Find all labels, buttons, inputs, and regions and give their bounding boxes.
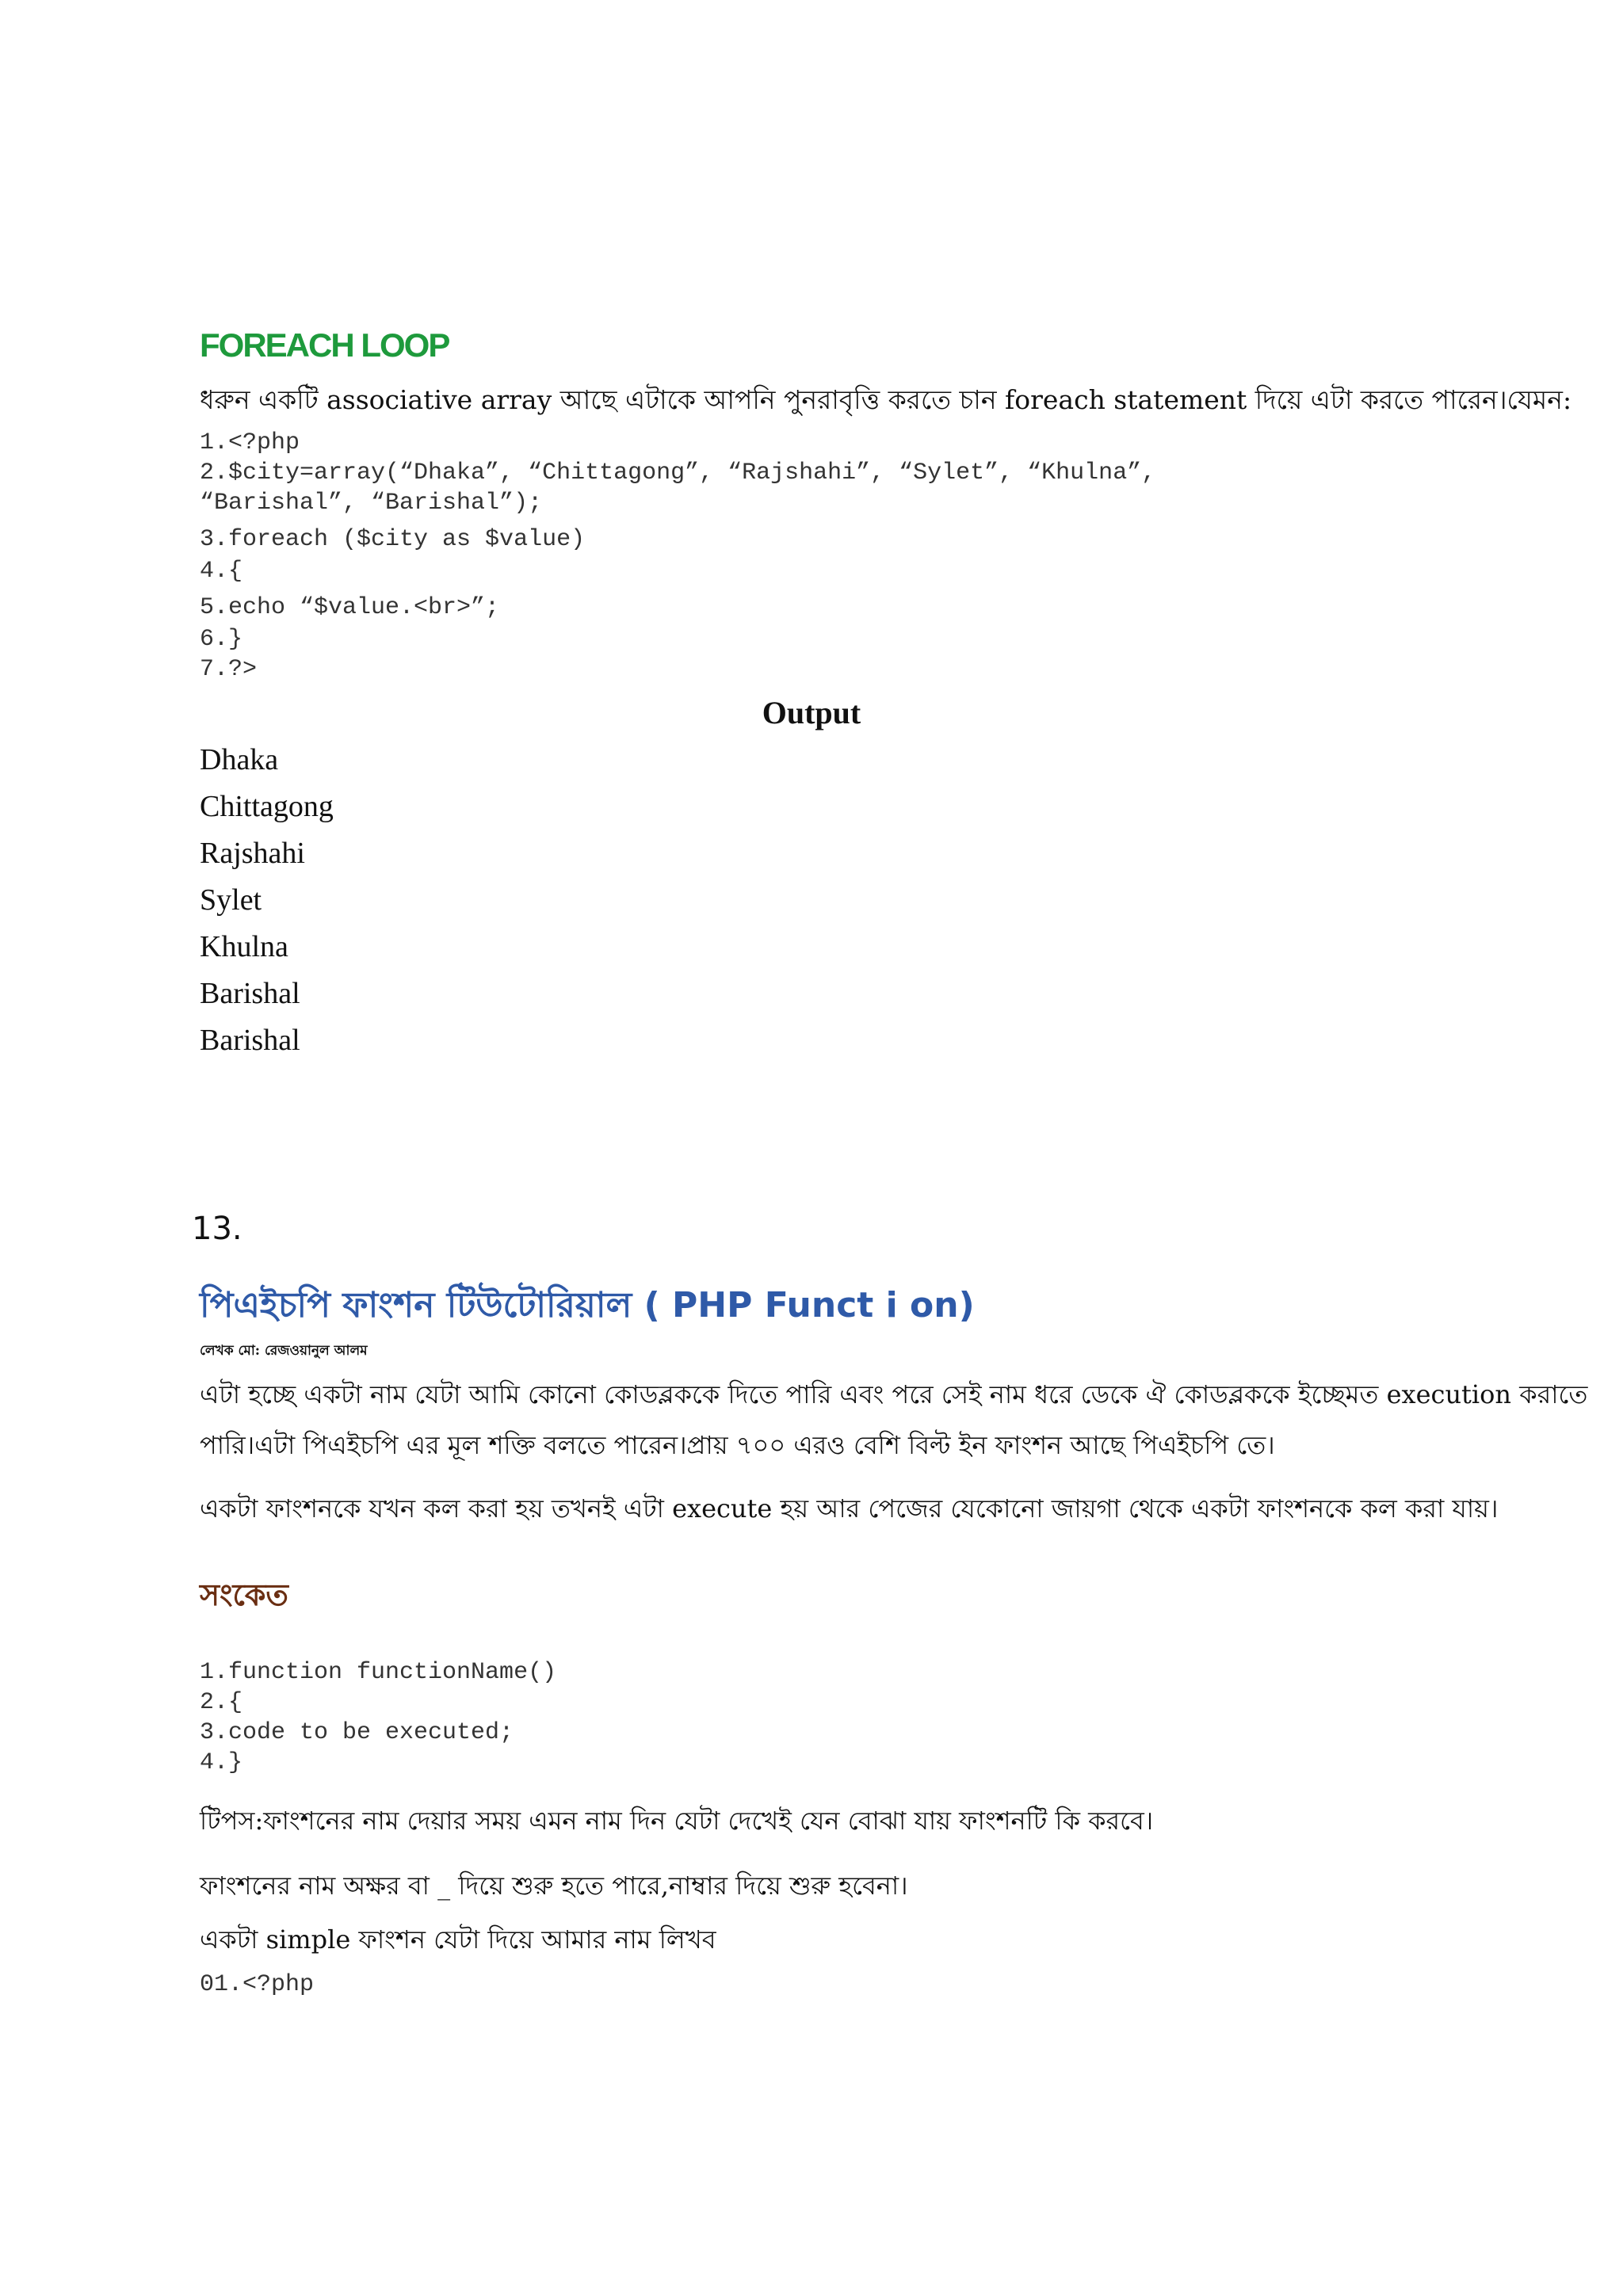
- output-title: Output: [762, 695, 861, 730]
- output-item: Sylet: [200, 883, 262, 917]
- code-line: 5.echo “$value.<br>”;: [200, 594, 500, 621]
- foreach-loop-heading: FOREACH LOOP: [200, 326, 449, 364]
- code-line: 1.<?php: [200, 429, 300, 456]
- syntax-heading: সংকেত: [200, 1577, 288, 1612]
- function-call-description: একটা ফাংশনকে যখন কল করা হয় তখনই এটা execute হয় আর পেজের যেকোনো জায়গা থেকে একটা ফাংশনকে কল করা যায়।: [200, 1493, 1499, 1524]
- code-line: “Barishal”, “Barishal”);: [200, 490, 543, 517]
- code-line: 4.{: [200, 558, 243, 585]
- output-item: Barishal: [200, 977, 300, 1010]
- code-line: 7.?>: [200, 656, 258, 683]
- code-line: 4.}: [200, 1749, 243, 1776]
- code-line: 2.{: [200, 1689, 243, 1716]
- example-code-line: 01.<?php: [200, 1971, 315, 1998]
- code-line: 1.function functionName(): [200, 1659, 557, 1686]
- code-line: 3.foreach ($city as $value): [200, 526, 586, 553]
- foreach-intro-text: ধরুন একটি associative array আছে এটাকে আপনি পুনরাবৃত্তি করতে চান foreach statement দিয়ে এটা করতে পারেন।যেমন:: [200, 384, 1572, 415]
- example-intro-text: একটা simple ফাংশন যেটা দিয়ে আমার নাম লিখব: [200, 1924, 716, 1955]
- author-line: লেখক মো: রেজওয়ানুল আলম: [200, 1343, 368, 1359]
- section-number: 13.: [192, 1211, 242, 1247]
- function-description-line: পারি।এটা পিএইচপি এর মূল শক্তি বলতে পারেন।প্রায় ৭০০ এরও বেশি বিল্ট ইন ফাংশন আছে পিএইচপি তে।: [200, 1430, 1275, 1460]
- output-item: Khulna: [200, 930, 288, 963]
- output-item: Rajshahi: [200, 837, 305, 870]
- code-line: 6.}: [200, 626, 243, 653]
- naming-rule-text: ফাংশনের নাম অক্ষর বা _ দিয়ে শুরু হতে পারে,নাম্বার দিয়ে শুরু হবেনা।: [200, 1871, 908, 1901]
- code-line: 3.code to be executed;: [200, 1719, 514, 1746]
- output-item: Chittagong: [200, 790, 334, 823]
- tip-text: টিপস:ফাংশনের নাম দেয়ার সময় এমন নাম দিন যেটা দেখেই যেন বোঝা যায় ফাংশনটি কি করবে।: [200, 1806, 1154, 1836]
- code-line: 2.$city=array(“Dhaka”, “Chittagong”, “Rajshahi”, “Sylet”, “Khulna”,: [200, 460, 1156, 486]
- php-function-heading: পিএইচপি ফাংশন টিউটোরিয়াল ( PHP Funct i on): [200, 1285, 975, 1325]
- function-description-line: এটা হচ্ছে একটা নাম যেটা আমি কোনো কোডব্লককে দিতে পারি এবং পরে সেই নাম ধরে ডেকে ঐ কোডব্লককে ইচ্ছেমত execution করাতে: [200, 1379, 1588, 1409]
- output-item: Barishal: [200, 1024, 300, 1057]
- output-item: Dhaka: [200, 743, 279, 776]
- output-list: [200, 737, 334, 1064]
